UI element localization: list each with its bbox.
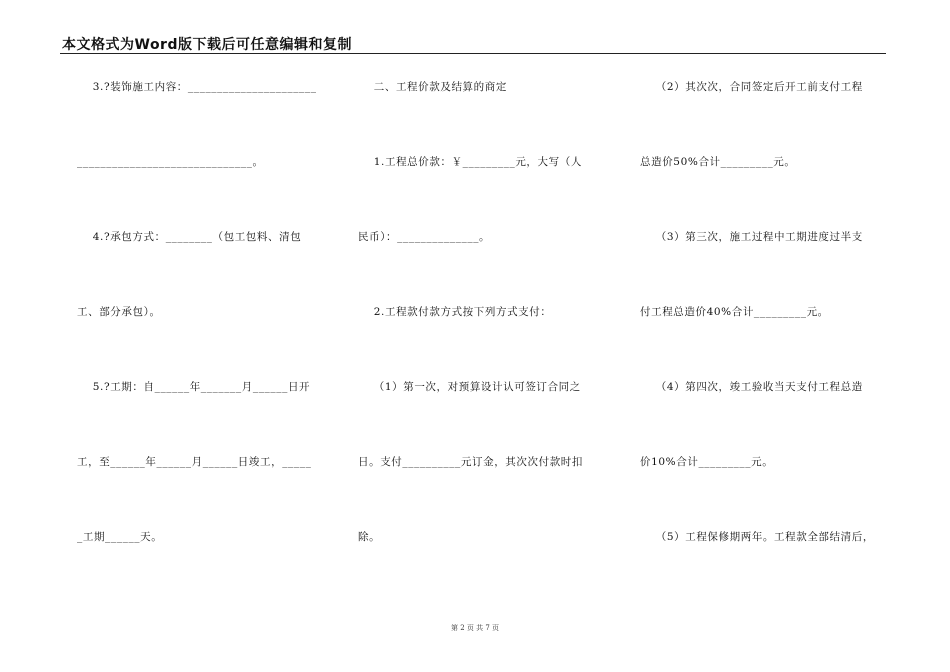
col2-line-4: 2.工程款付款方式按下列方式支付：	[358, 306, 552, 318]
col3-line-1: （2）其次次，合同签定后开工前支付工程	[640, 81, 863, 93]
col2-line-2: 1.工程总价款：￥_________元，大写（人	[358, 156, 582, 168]
col3-line-7: （5）工程保修期两年。工程款全部结清后，	[640, 531, 874, 543]
col3-line-5: （4）第四次，竣工验收当天支付工程总造	[640, 381, 863, 393]
col1-line-5: 5.?工期：自______年_______月______日开	[77, 381, 311, 393]
col2-line-3: 民币）：______________。	[358, 231, 491, 243]
header-divider	[60, 53, 886, 54]
col1-line-2: ______________________________。	[77, 156, 264, 168]
col1-line-6: 工，至______年______月______日竣工，_____	[77, 456, 312, 468]
col2-line-1: 二、工程价款及结算的商定	[358, 81, 507, 93]
col1-line-7: _工期______天。	[77, 531, 163, 543]
col2-line-7: 除。	[358, 531, 381, 543]
col3-line-3: （3）第三次，施工过程中工期进度过半支	[640, 231, 863, 243]
col1-line-4: 工、部分承包）。	[77, 306, 161, 318]
col2-line-6: 日。支付__________元订金，其次次付款时扣	[358, 456, 583, 468]
page-number: 第 2 页 共 7 页	[450, 624, 500, 632]
col3-line-2: 总造价50%合计_________元。	[640, 156, 796, 168]
document-header: 本文格式为Word版下载后可任意编辑和复制	[62, 37, 352, 53]
col2-line-5: （1）第一次，对预算设计认可签订合同之	[358, 381, 581, 393]
col1-line-1: 3.?装饰施工内容：______________________	[77, 81, 317, 93]
col3-line-6: 价10%合计_________元。	[640, 456, 774, 468]
col1-line-3: 4.?承包方式：________（包工包料、清包	[77, 231, 302, 243]
col3-line-4: 付工程总造价40%合计_________元。	[640, 306, 829, 318]
